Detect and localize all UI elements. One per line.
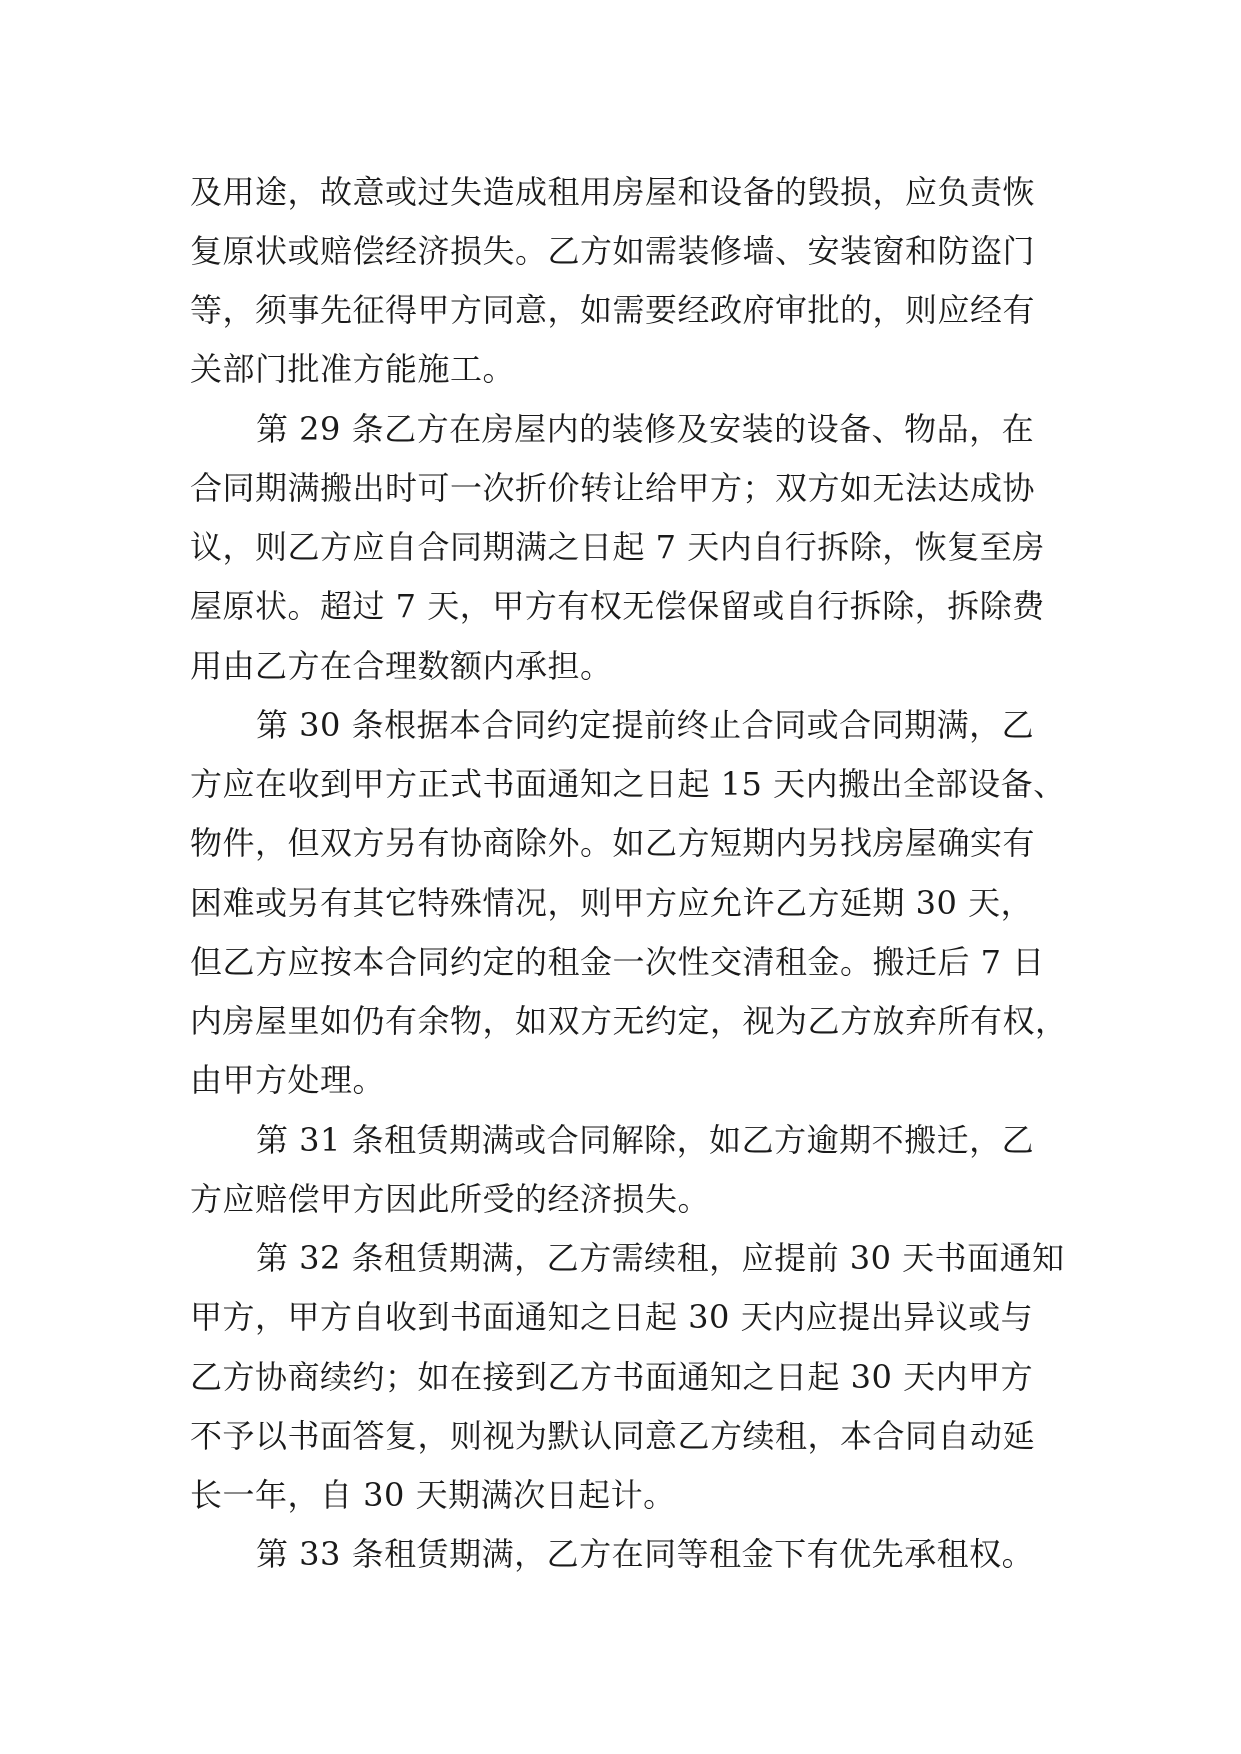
- text-line-9: 用由乙方在合理数额内承担。: [190, 647, 613, 685]
- text-line-18: 方应赔偿甲方因此所受的经济损失。: [190, 1180, 711, 1218]
- text-line-5: 第 29 条乙方在房屋内的装修及安装的设备、物品，在: [256, 410, 1035, 448]
- text-line-4: 关部门批准方能施工。: [190, 350, 516, 388]
- text-line-22: 不予以书面答复，则视为默认同意乙方续租，本合同自动延: [190, 1417, 1036, 1455]
- text-line-24: 第 33 条租赁期满，乙方在同等租金下有优先承租权。: [256, 1535, 1035, 1573]
- text-line-6: 合同期满搬出时可一次折价转让给甲方；双方如无法达成协: [190, 469, 1036, 507]
- text-line-2: 复原状或赔偿经济损失。乙方如需装修墙、安装窗和防盗门: [190, 232, 1036, 270]
- text-line-8: 屋原状。超过 7 天，甲方有权无偿保留或自行拆除，拆除费: [190, 587, 1045, 625]
- text-line-21: 乙方协商续约；如在接到乙方书面通知之日起 30 天内甲方: [190, 1358, 1034, 1396]
- text-line-16: 由甲方处理。: [190, 1061, 386, 1099]
- text-line-1: 及用途，故意或过失造成租用房屋和设备的毁损，应负责恢: [190, 173, 1036, 211]
- text-line-17: 第 31 条租赁期满或合同解除，如乙方逾期不搬迁，乙: [256, 1121, 1035, 1159]
- text-line-20: 甲方，甲方自收到书面通知之日起 30 天内应提出异议或与: [190, 1298, 1034, 1336]
- text-line-12: 物件，但双方另有协商除外。如乙方短期内另找房屋确实有: [190, 824, 1036, 862]
- text-line-14: 但乙方应按本合同约定的租金一次性交清租金。搬迁后 7 日: [190, 943, 1045, 981]
- text-line-3: 等，须事先征得甲方同意，如需要经政府审批的，则应经有: [190, 291, 1036, 329]
- text-line-19: 第 32 条租赁期满，乙方需续租，应提前 30 天书面通知: [256, 1239, 1065, 1277]
- text-line-13: 困难或另有其它特殊情况，则甲方应允许乙方延期 30 天，: [190, 884, 1034, 922]
- text-line-11: 方应在收到甲方正式书面通知之日起 15 天内搬出全部设备、: [190, 765, 1066, 803]
- text-line-10: 第 30 条根据本合同约定提前终止合同或合同期满，乙: [256, 706, 1035, 744]
- text-line-15: 内房屋里如仍有余物，如双方无约定，视为乙方放弃所有权，: [190, 1002, 1068, 1040]
- text-line-23: 长一年，自 30 天期满次日起计。: [190, 1476, 676, 1514]
- text-line-7: 议，则乙方应自合同期满之日起 7 天内自行拆除，恢复至房: [190, 528, 1045, 566]
